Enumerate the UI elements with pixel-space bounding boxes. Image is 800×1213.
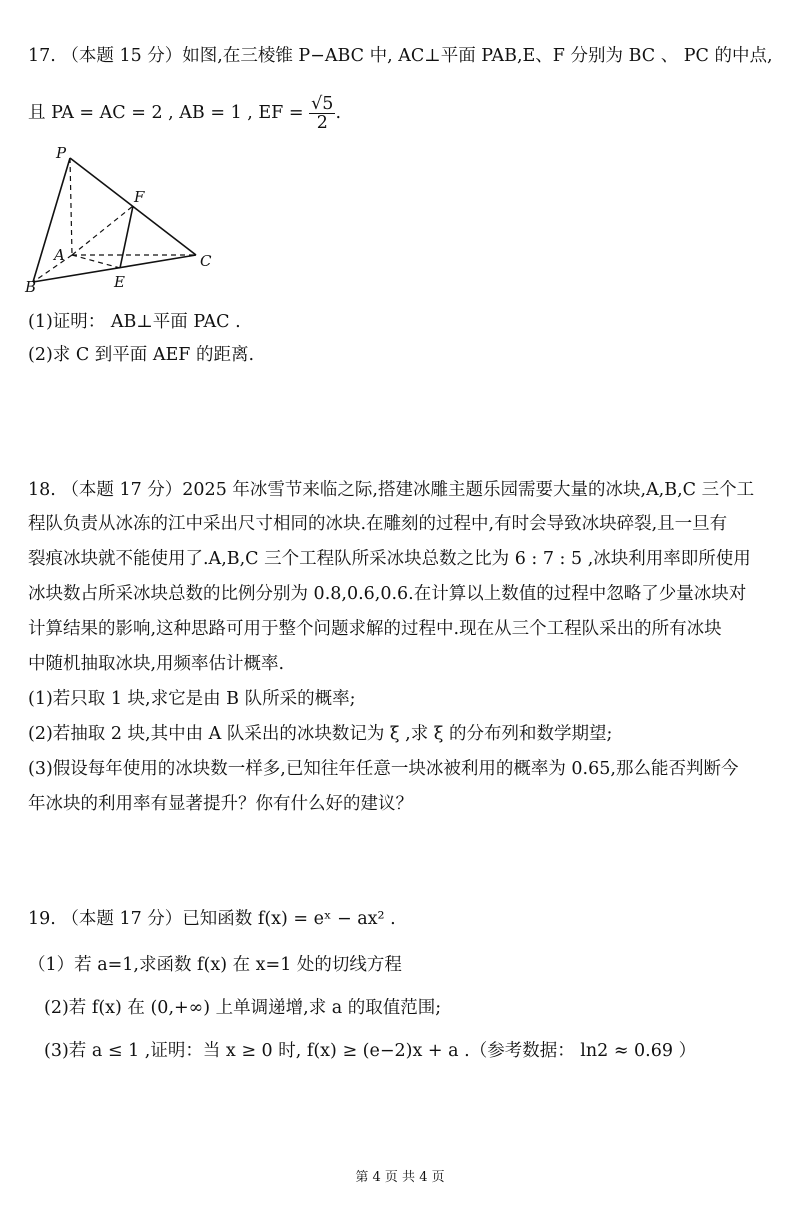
q18-part3-line2: 年冰块的利用率有显著提升？你有什么好的建议？: [28, 794, 413, 814]
label-f: F: [134, 188, 145, 206]
q18-stem-line6: 中随机抽取冰块,用频率估计概率.: [28, 654, 285, 674]
q17-stem-end: .: [335, 103, 342, 123]
q19-stem: 19. （本题 17 分）已知函数 f(x) = eˣ − ax² .: [28, 909, 396, 929]
q18-part3-line1: (3)假设每年使用的冰块数一样多,已知往年任意一块冰被利用的概率为 0.65,那么能否判断今: [28, 759, 739, 779]
q19-part3: (3)若 a ≤ 1 ,证明：当 x ≥ 0 时, f(x) ≥ (e−2)x + a .（参考数据： ln2 ≈ 0.69 ）: [44, 1041, 697, 1061]
q18-part2: (2)若抽取 2 块,其中由 A 队采出的冰块数记为 ξ ,求 ξ 的分布列和数学期望;: [28, 724, 613, 744]
q17-part2: (2)求 C 到平面 AEF 的距离.: [28, 345, 255, 365]
label-a: A: [54, 246, 65, 264]
ef-fraction-denominator: 2: [316, 113, 328, 133]
q19-part2: (2)若 f(x) 在 (0,+∞) 上单调递增,求 a 的取值范围;: [44, 998, 442, 1018]
tetrahedron-figure: [20, 140, 220, 300]
edge-pa: [70, 158, 72, 255]
q19-part1: （1）若 a=1,求函数 f(x) 在 x=1 处的切线方程: [28, 955, 402, 975]
label-p: P: [56, 144, 67, 162]
q18-stem-line4: 冰块数占所采冰块总数的比例分别为 0.8,0.6,0.6.在计算以上数值的过程中忽略了少量冰块对: [28, 584, 747, 604]
q18-stem-line5: 计算结果的影响,这种思路可用于整个问题求解的过程中.现在从三个工程队采出的所有冰块: [28, 619, 722, 639]
label-e: E: [114, 273, 125, 291]
ef-fraction-numerator: √5: [311, 94, 334, 114]
label-c: C: [200, 252, 212, 270]
q17-part1: (1)证明： AB⊥平面 PAC .: [28, 312, 241, 332]
segment-ae: [72, 255, 120, 268]
page-number: 第 4 页 共 4 页: [355, 1170, 445, 1185]
q17-stem-line1: 17. （本题 15 分）如图,在三棱锥 P−ABC 中, AC⊥平面 PAB,E、F 分别为 BC 、 PC 的中点,: [28, 46, 773, 66]
edge-ab: [33, 255, 72, 282]
ef-fraction: [309, 95, 335, 132]
q18-stem-line1: 18. （本题 17 分）2025 年冰雪节来临之际,搭建冰雕主题乐园需要大量的冰块,A,B,C 三个工: [28, 480, 755, 500]
q18-stem-line3: 裂痕冰块就不能使用了.A,B,C 三个工程队所采冰块总数之比为 6 : 7 : 5 ,冰块利用率即所使用: [28, 549, 751, 569]
q18-stem-line2: 程队负责从冰冻的江中采出尺寸相同的冰块.在雕刻的过程中,有时会导致冰块碎裂,且一旦有: [28, 514, 728, 534]
q17-conditions: 且 PA = AC = 2 , AB = 1 , EF =: [28, 103, 304, 123]
q18-part1: (1)若只取 1 块,求它是由 B 队所采的概率;: [28, 689, 356, 709]
q17-stem-line2: [28, 95, 778, 132]
label-b: B: [25, 278, 37, 296]
